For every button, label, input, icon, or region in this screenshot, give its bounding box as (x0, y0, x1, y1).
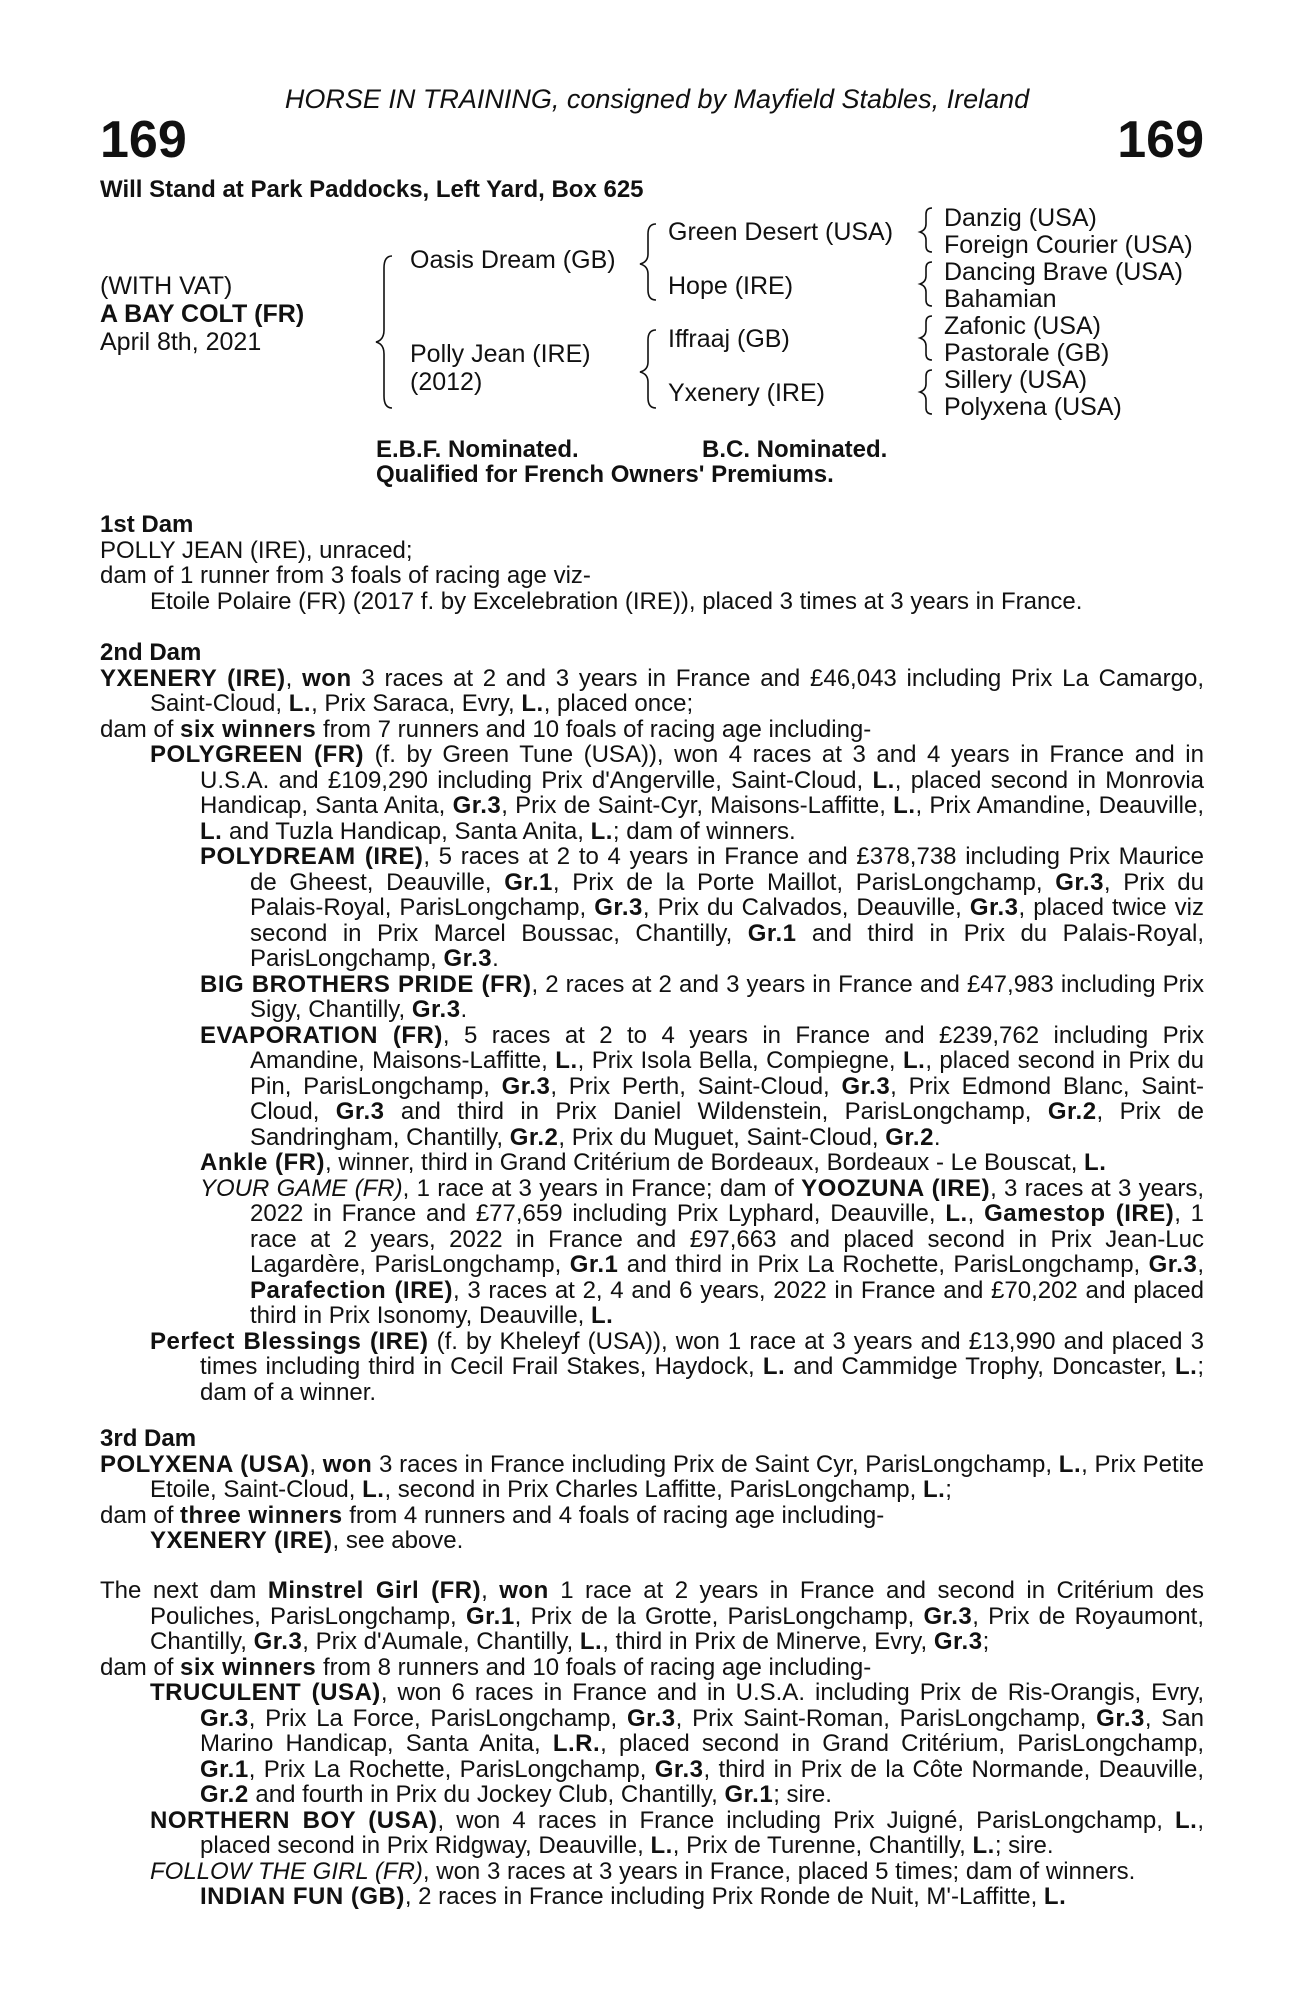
brace-sd (920, 262, 932, 306)
horse-name: POLYDREAM (IRE) (200, 843, 424, 870)
horse-name: Minstrel Girl (FR) (267, 1577, 482, 1604)
horse-name: Perfect Blessings (IRE) (150, 1327, 429, 1355)
second-dam-section (100, 640, 1204, 1405)
horse-name: YXENERY (IRE) (100, 664, 286, 692)
offspring-entry: TRUCULENT (USA), won 6 races in France and in U.S.A. including Prix de Ris-Orangis, Evry, Gr.3, Prix La Force, ParisLongchamp, Gr.3, Prix Saint-Roman, ParisLongchamp, Gr.3, San Marino Handicap, Santa Anita, L.R., placed second in Grand Critérium, ParisLongchamp, Gr.1, Prix La Rochette, ParisLongchamp, Gr.3, third in Prix de la Côte Normande, Deauville, Gr.2 and fourth in Prix du Jockey Club, Chantilly, Gr.1; sire. (150, 1679, 1204, 1808)
horse-dob: April 8th, 2021 (100, 328, 262, 356)
first-dam-section (100, 512, 1204, 614)
lot-number-left: 169 (100, 111, 187, 169)
dam-line: POLLY JEAN (IRE), unraced; (100, 536, 413, 564)
section-heading: 3rd Dam (100, 1425, 197, 1452)
catalogue-header: HORSE IN TRAINING, consigned by Mayfield Stables, Ireland (284, 84, 1030, 114)
stand-location: Will Stand at Park Paddocks, Left Yard, Box 625 (100, 176, 644, 203)
gg-sds: Dancing Brave (USA) (944, 258, 1183, 286)
bc-nominated: B.C. Nominated. (702, 436, 888, 463)
brace-ds (920, 316, 932, 360)
horse-name: INDIAN FUN (GB) (200, 1883, 405, 1910)
horse-name: POLYXENA (USA) (100, 1450, 310, 1478)
brace-ss (920, 208, 932, 252)
offspring-entry: EVAPORATION (FR), 5 races at 2 to 4 years in France and £239,762 including Prix Amandine, Maisons-Laffitte, L., Prix Isola Bella, Compiegne, L., placed second in Prix du Pin, ParisLongchamp, Gr.3, Prix Perth, Saint-Cloud, Gr.3, Prix Edmond Blanc, Saint-Cloud, Gr.3 and third in Prix Daniel Wildenstein, ParisLongchamp, Gr.2, Prix de Sandringham, Chantilly, Gr.2, Prix du Muguet, Saint-Cloud, Gr.2. (200, 1021, 1205, 1151)
brace-gen1 (376, 256, 392, 408)
brace-dam (640, 330, 656, 408)
third-dam-section (100, 1426, 1204, 1554)
produce-line: dam of 1 runner from 3 foals of racing age viz- (100, 562, 591, 589)
gg-sdd: Bahamian (944, 285, 1057, 313)
horse-name: EVAPORATION (FR) (200, 1021, 443, 1049)
pedigree-braces (0, 0, 1314, 460)
offspring-entry: POLYGREEN (FR) (f. by Green Tune (USA)), won 4 races at 3 and 4 years in France and in U.S.A. and £109,290 including Prix d'Angerville, Saint-Cloud, L., placed second in Monrovia Handicap, Santa Anita, Gr.3, Prix de Saint-Cyr, Maisons-Laffitte, L., Prix Amandine, Deauville, L. and Tuzla Handicap, Santa Anita, L.; dam of winners. (150, 741, 1204, 845)
offspring-entry: POLYDREAM (IRE), 5 races at 2 to 4 years in France and £378,738 including Prix Maurice de Gheest, Deauville, Gr.1, Prix de la Porte Maillot, ParisLongchamp, Gr.3, Prix du Palais-Royal, ParisLongchamp, Gr.3, Prix du Calvados, Deauville, Gr.3, placed twice viz second in Prix Marcel Boussac, Chantilly, Gr.1 and third in Prix du Palais-Royal, ParisLongchamp, Gr.3. (200, 843, 1205, 972)
offspring-entry: Ankle (FR), winner, third in Grand Critérium de Bordeaux, Bordeaux - Le Bouscat, L. (200, 1149, 1107, 1176)
dam-sire: Iffraaj (GB) (668, 325, 790, 353)
sire-dam: Hope (IRE) (668, 272, 794, 300)
horse-name: FOLLOW THE GIRL (FR) (150, 1857, 423, 1885)
gg-dsd: Pastorale (GB) (944, 339, 1110, 367)
dam-entry: POLYXENA (USA), won 3 races in France including Prix de Saint Cyr, ParisLongchamp, L., Prix Petite Etoile, Saint-Cloud, L., second in Prix Charles Laffitte, ParisLongchamp, L.; (100, 1450, 1204, 1503)
horse-name: A BAY COLT (FR) (100, 300, 305, 328)
produce-line: dam of six winners from 7 runners and 10 foals of racing age including- (100, 715, 872, 743)
dam-entry: The next dam Minstrel Girl (FR), won 1 race at 2 years in France and second in Critérium des Pouliches, ParisLongchamp, Gr.1, Prix de la Grotte, ParisLongchamp, Gr.3, Prix de Royaumont, Chantilly, Gr.3, Prix d'Aumale, Chantilly, L., third in Prix de Minerve, Evry, Gr.3; (100, 1577, 1205, 1655)
french-premiums: Qualified for French Owners' Premiums. (376, 461, 834, 488)
offspring-entry: Perfect Blessings (IRE) (f. by Kheleyf (USA)), won 1 race at 3 years and £13,990 and placed 3 times including third in Cecil Frail Stakes, Haydock, L. and Cammidge Trophy, Doncaster, L.; dam of a winner. (150, 1327, 1205, 1406)
sire-name: Oasis Dream (GB) (410, 246, 616, 274)
offspring-entry: Etoile Polaire (FR) (2017 f. by Excelebration (IRE)), placed 3 times at 3 years in France. (150, 587, 1083, 615)
horse-name: NORTHERN BOY (USA) (150, 1806, 438, 1834)
brace-dd (920, 370, 932, 414)
horse-name: BIG BROTHERS PRIDE (FR) (200, 970, 532, 998)
horse-name: YOUR GAME (FR) (200, 1174, 403, 1202)
dam-entry: YXENERY (IRE), won 3 races at 2 and 3 years in France and £46,043 including Prix La Camargo, Saint-Cloud, L., Prix Saraca, Evry, L., placed once; (100, 664, 1204, 717)
ebf-nominated: E.B.F. Nominated. (376, 436, 579, 463)
horse-name: YXENERY (IRE) (150, 1527, 333, 1554)
offspring-entry: YXENERY (IRE), see above. (150, 1527, 464, 1554)
dam-dam: Yxenery (IRE) (668, 379, 825, 407)
gg-dds: Sillery (USA) (944, 366, 1088, 394)
sire-sire: Green Desert (USA) (668, 218, 894, 246)
horse-name: POLYGREEN (FR) (150, 741, 365, 768)
section-heading: 2nd Dam (100, 639, 202, 666)
offspring-entry: YOUR GAME (FR), 1 race at 3 years in France; dam of YOOZUNA (IRE), 3 races at 3 years, 2022 in France and £77,659 including Prix Lyphard, Deauville, L., Gamestop (IRE), 1 race at 2 years, 2022 in France and £97,663 and placed second in Prix Jean-Luc Lagardère, ParisLongchamp, Gr.1 and third in Prix La Rochette, ParisLongchamp, Gr.3, Parafection (IRE), 3 races at 2, 4 and 6 years, 2022 in France and £70,202 and placed third in Prix Isonomy, Deauville, L. (200, 1174, 1205, 1329)
dam-year: (2012) (410, 368, 483, 396)
gg-sss: Danzig (USA) (944, 204, 1097, 232)
next-dam-section (100, 1578, 1204, 1910)
offspring-entry: BIG BROTHERS PRIDE (FR), 2 races at 2 and 3 years in France and £47,983 including Prix Sigy, Chantilly, Gr.3. (200, 970, 1204, 1023)
brace-sire (640, 224, 656, 300)
section-heading: 1st Dam (100, 511, 194, 538)
produce-line: dam of three winners from 4 runners and 4 foals of racing age including- (100, 1501, 885, 1529)
gg-ddd: Polyxena (USA) (944, 393, 1122, 421)
gg-dss: Zafonic (USA) (944, 312, 1101, 340)
horse-name: Ankle (FR) (200, 1149, 325, 1176)
dam-name: Polly Jean (IRE) (410, 340, 591, 368)
produce-line: dam of six winners from 8 runners and 10 foals of racing age including- (100, 1653, 872, 1681)
offspring-entry: INDIAN FUN (GB), 2 races in France including Prix Ronde de Nuit, M'-Laffitte, L. (200, 1883, 1067, 1910)
lot-number-right: 169 (1117, 111, 1204, 169)
offspring-entry: FOLLOW THE GIRL (FR), won 3 races at 3 years in France, placed 5 times; dam of winners. (150, 1857, 1136, 1885)
horse-name: TRUCULENT (USA) (150, 1679, 381, 1706)
offspring-entry: NORTHERN BOY (USA), won 4 races in France including Prix Juigné, ParisLongchamp, L., placed second in Prix Ridgway, Deauville, L., Prix de Turenne, Chantilly, L.; sire. (150, 1806, 1205, 1859)
vat-note: (WITH VAT) (100, 272, 233, 300)
gg-ssd: Foreign Courier (USA) (944, 231, 1193, 259)
